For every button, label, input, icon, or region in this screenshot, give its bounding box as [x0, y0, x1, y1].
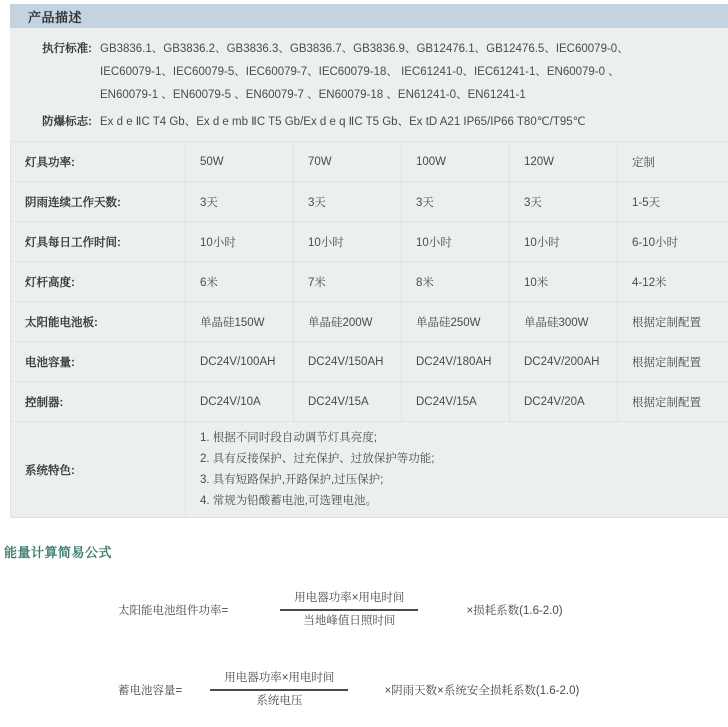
row-label: 电池容量: — [11, 342, 186, 382]
table-cell: 3天 — [402, 182, 510, 222]
explosion-mark-value: Ex d e ⅡC T4 Gb、Ex d e mb ⅡC T5 Gb/Ex d e q ⅡC T5 Gb、Ex tD A21 IP65/IP66 T80℃/T95℃ — [100, 116, 586, 128]
table-cell: 8米 — [402, 262, 510, 302]
formula-rhs: ×阴雨天数×系统安全损耗系数(1.6-2.0) — [384, 684, 580, 697]
standards-line-2: IEC60079-1、IEC60079-5、IEC60079-7、IEC60079-18、 IEC61241-0、IEC61241-1、EN60079-0 、 — [100, 66, 620, 78]
formula-lhs: 蓄电池容量= — [118, 684, 183, 697]
formula-fraction — [280, 588, 418, 632]
row-label: 灯杆高度: — [11, 262, 186, 302]
table-row — [11, 302, 728, 342]
feature-item: 3. 具有短路保护,开路保护,过压保护; — [200, 473, 384, 486]
table-cell: 6-10小时 — [618, 222, 728, 262]
formula-denominator: 系统电压 — [256, 694, 303, 707]
feature-item: 4. 常规为铅酸蓄电池,可选锂电池。 — [200, 494, 377, 507]
table-cell: DC24V/20A — [510, 382, 618, 422]
table-cell: 3天 — [186, 182, 294, 222]
table-row — [11, 222, 728, 262]
specification-table-body — [11, 142, 728, 518]
row-label: 太阳能电池板: — [11, 302, 186, 342]
table-cell: 单晶硅200W — [294, 302, 402, 342]
formula-lhs: 太阳能电池组件功率= — [118, 604, 229, 617]
table-cell: 120W — [510, 142, 618, 182]
formula-numerator: 用电器功率×用电时间 — [294, 592, 405, 604]
standards-label: 执行标准: — [42, 43, 92, 55]
system-features-list — [200, 428, 728, 512]
spec-row-explosion-mark — [10, 109, 728, 135]
table-row-system-features — [11, 422, 728, 518]
table-cell: 10小时 — [402, 222, 510, 262]
table-cell: 10小时 — [510, 222, 618, 262]
row-label: 阴雨连续工作天数: — [11, 182, 186, 222]
feature-item: 2. 具有反接保护、过充保护、过放保护等功能; — [200, 452, 435, 465]
row-label: 灯具功率: — [11, 142, 186, 182]
table-cell: DC24V/200AH — [510, 342, 618, 382]
table-cell: 10小时 — [186, 222, 294, 262]
row-label: 灯具每日工作时间: — [11, 222, 186, 262]
table-cell: 100W — [402, 142, 510, 182]
formula-denominator: 当地峰值日照时间 — [303, 614, 396, 627]
standards-value — [100, 38, 728, 107]
section-title: 产品描述 — [28, 9, 83, 25]
formula-fraction — [210, 668, 348, 712]
table-cell: DC24V/150AH — [294, 342, 402, 382]
table-cell: DC24V/15A — [294, 382, 402, 422]
table-cell: DC24V/15A — [402, 382, 510, 422]
table-cell: 单晶硅150W — [186, 302, 294, 342]
spec-row-standards — [10, 36, 728, 109]
table-cell: DC24V/10A — [186, 382, 294, 422]
table-cell: DC24V/100AH — [186, 342, 294, 382]
table-cell: 70W — [294, 142, 402, 182]
formula-solar-panel-power — [0, 588, 728, 632]
standards-line-1: GB3836.1、GB3836.2、GB3836.3、GB3836.7、GB3836.9、GB12476.1、GB12476.5、IEC60079-0、 — [100, 43, 629, 55]
specification-table — [10, 141, 728, 518]
table-cell: 10米 — [510, 262, 618, 302]
system-features-label: 系统特色: — [11, 422, 186, 518]
table-cell: 根据定制配置 — [618, 382, 728, 422]
feature-item: 1. 根据不同时段自动调节灯具亮度; — [200, 431, 377, 444]
table-row — [11, 342, 728, 382]
table-cell: 根据定制配置 — [618, 342, 728, 382]
explosion-mark-label: 防爆标志: — [42, 116, 92, 128]
table-cell: 单晶硅300W — [510, 302, 618, 342]
table-cell: 7米 — [294, 262, 402, 302]
formula-section-title: 能量计算简易公式 — [4, 545, 113, 560]
table-cell: 3天 — [510, 182, 618, 222]
row-label: 控制器: — [11, 382, 186, 422]
table-cell: 4-12米 — [618, 262, 728, 302]
system-features-cell — [186, 422, 728, 518]
table-row — [11, 142, 728, 182]
table-cell: 1-5天 — [618, 182, 728, 222]
table-row — [11, 182, 728, 222]
standards-line-3: EN60079-1 、EN60079-5 、EN60079-7 、EN60079-18 、EN61241-0、EN61241-1 — [100, 89, 526, 101]
table-row — [11, 262, 728, 302]
formula-rhs: ×损耗系数(1.6-2.0) — [466, 604, 563, 617]
table-cell: 6米 — [186, 262, 294, 302]
table-cell: 50W — [186, 142, 294, 182]
table-row — [11, 382, 728, 422]
formula-numerator: 用电器功率×用电时间 — [224, 672, 335, 684]
table-cell: DC24V/180AH — [402, 342, 510, 382]
specifications-block — [10, 28, 728, 141]
table-cell: 单晶硅250W — [402, 302, 510, 342]
table-cell: 3天 — [294, 182, 402, 222]
formula-battery-capacity — [0, 668, 728, 712]
table-cell: 定制 — [618, 142, 728, 182]
table-cell: 10小时 — [294, 222, 402, 262]
table-cell: 根据定制配置 — [618, 302, 728, 342]
section-header-bar — [10, 4, 728, 28]
